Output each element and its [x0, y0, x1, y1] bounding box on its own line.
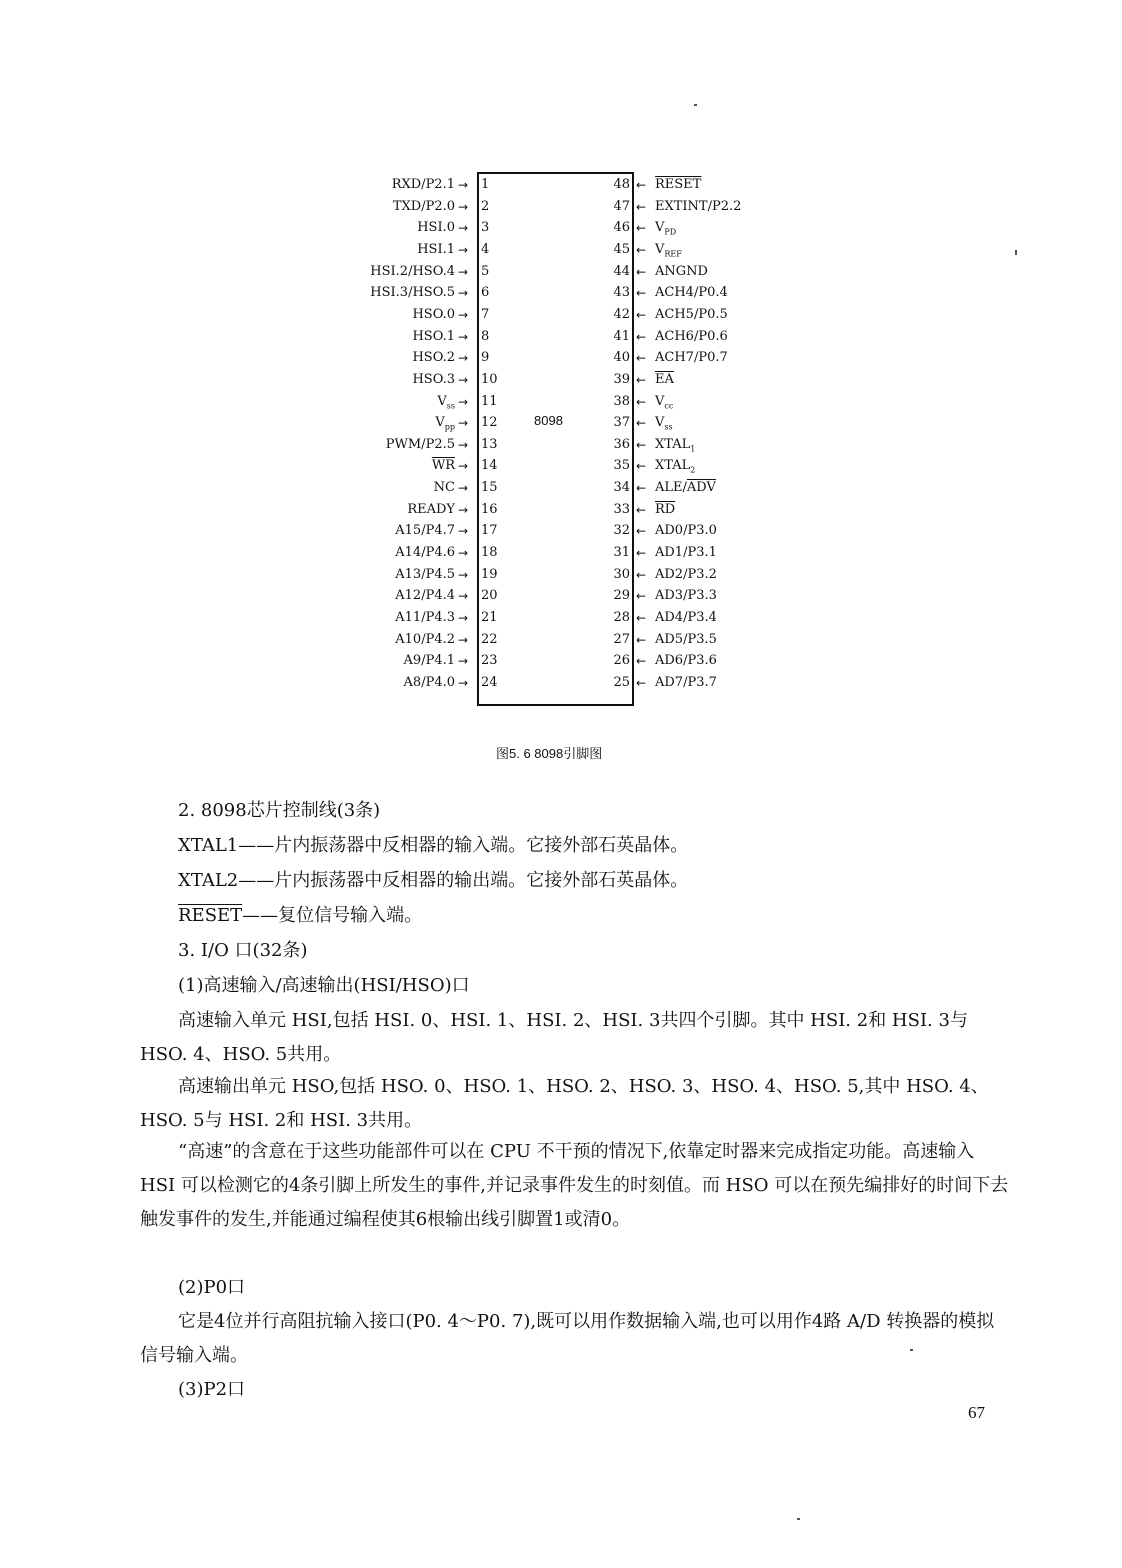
pin-number: 10 — [481, 371, 498, 387]
pin-arrow-icon: ← — [636, 178, 647, 192]
pin-number: 25 — [613, 674, 630, 690]
pin-number: 40 — [613, 350, 630, 366]
pin-number: 47 — [613, 198, 630, 214]
pin-arrow-icon: ← — [636, 632, 647, 647]
pin-number: 19 — [481, 566, 498, 582]
pin-number: 3 — [481, 220, 490, 236]
pin-arrow-icon: → — [458, 286, 469, 301]
pin-label: AD3/P3.3 — [655, 588, 717, 604]
pin-number: 27 — [613, 631, 630, 647]
paragraph: 高速输出单元 HSO,包括 HSO. 0、HSO. 1、HSO. 2、HSO. 3、HSO. 4、HSO. 5,其中 HSO. 4、HSO. 5与 HSI. 2和 HSI. 3共用。 — [140, 1076, 989, 1131]
pin-arrow-icon: ← — [636, 502, 647, 517]
pin-number: 2 — [481, 198, 490, 214]
page-number: 67 — [968, 1403, 985, 1422]
pin-label: A15/P4.7 — [395, 523, 455, 539]
pin-number: 20 — [481, 588, 498, 604]
pin-arrow-icon: → — [458, 459, 469, 474]
pin-number: 35 — [613, 458, 630, 474]
section-heading: 2. 8098芯片控制线(3条) — [178, 800, 381, 821]
pin-arrow-icon: → — [458, 481, 469, 496]
pin-number: 45 — [613, 241, 630, 257]
pin-arrow-icon: → — [458, 178, 469, 192]
pin-label: RXD/P2.1 — [391, 177, 455, 192]
pin-arrow-icon: ← — [636, 654, 647, 669]
pin-arrow-icon: → — [458, 221, 469, 236]
pin-label: HSI.0 — [417, 220, 455, 236]
paragraph: “高速”的含意在于这些功能部件可以在 CPU 不干预的情况下,依靠定时器来完成指定功能。高速输入 HSI 可以检测它的4条引脚上所发生的事件,并记录事件发生的时刻值。而 HSO 可以在预先编排好的时间下去触发事件的发生,并能通过编程使其6根输出线引脚置1或清0。 — [140, 1141, 1009, 1230]
paragraph: 高速输入单元 HSI,包括 HSI. 0、HSI. 1、HSI. 2、HSI. 3共四个引脚。其中 HSI. 2和 HSI. 3与 HSO. 4、HSO. 5共用。 — [140, 1010, 968, 1065]
pin-arrow-icon: ← — [636, 307, 647, 322]
paragraph: 它是4位并行高阻抗输入接口(P0. 4～P0. 7),既可以用作数据输入端,也可以用作4路 A/D 转换器的模拟信号输入端。 — [140, 1311, 995, 1366]
pin-arrow-icon: → — [458, 394, 469, 409]
paragraph: RESET——复位信号输入端。 — [178, 905, 423, 926]
pin-number: 31 — [613, 545, 630, 561]
pin-label: A11/P4.3 — [395, 610, 455, 625]
pin-label: HSI.1 — [417, 241, 455, 257]
pin-arrow-icon: ← — [636, 481, 647, 496]
pin-label: NC — [433, 480, 455, 496]
pin-label: $V_{PD}$ — [655, 220, 677, 237]
subsection-heading: (3)P2口 — [178, 1379, 246, 1400]
subsection-heading: (1)高速输入/高速输出(HSI/HSO)口 — [178, 975, 470, 996]
pin-label: A10/P4.2 — [395, 631, 455, 647]
pin-label: A8/P4.0 — [403, 674, 455, 690]
pin-number: 32 — [613, 523, 630, 539]
pin-number: 21 — [481, 610, 498, 625]
pin-label: $XTAL_2$ — [655, 458, 696, 476]
pin-arrow-icon: → — [458, 329, 469, 344]
chip-name: 8098 — [534, 413, 563, 428]
pin-number: 24 — [481, 674, 498, 690]
pin-label: ALE/$\overline{ADV}$ — [655, 480, 716, 496]
pin-arrow-icon: ← — [636, 611, 647, 625]
pin-label: AD7/P3.7 — [655, 674, 717, 690]
pin-number: 23 — [481, 653, 498, 669]
pin-arrow-icon: ← — [636, 546, 647, 561]
pin-label: $\overline{WR}$ — [431, 458, 455, 474]
pin-arrow-icon: ← — [636, 264, 647, 279]
pin-number: 33 — [613, 501, 630, 517]
pin-label: A13/P4.5 — [395, 566, 455, 582]
pin-label: A12/P4.4 — [395, 588, 455, 604]
pin-label: HSI.2/HSO.4 — [370, 263, 455, 279]
pin-label: ACH6/P0.6 — [655, 328, 728, 344]
pin-arrow-icon: ← — [636, 567, 647, 582]
pin-number: 28 — [613, 610, 630, 625]
pin-arrow-icon: ← — [636, 589, 647, 604]
pin-label: TXD/P2.0 — [392, 198, 455, 214]
pin-number: 16 — [481, 501, 498, 517]
figure-caption: 图5. 6 8098引脚图 — [496, 746, 603, 761]
pin-arrow-icon: → — [458, 502, 469, 517]
pin-arrow-icon: ← — [636, 286, 647, 301]
pin-number: 43 — [613, 285, 630, 301]
pin-arrow-icon: ← — [636, 437, 647, 452]
pin-label: RESET — [655, 177, 702, 192]
pin-label: $V_{REF}$ — [655, 241, 682, 259]
pin-arrow-icon: → — [458, 416, 469, 431]
pin-label: A9/P4.1 — [403, 653, 455, 669]
pin-label: ANGND — [655, 263, 708, 279]
paragraph: XTAL2——片内振荡器中反相器的输出端。它接外部石英晶体。 — [178, 870, 689, 891]
pin-number: 18 — [481, 545, 498, 561]
pin-arrow-icon: ← — [636, 459, 647, 474]
pin-arrow-icon: → — [458, 351, 469, 366]
pin-label: AD4/P3.4 — [655, 610, 717, 625]
pin-label: ACH4/P0.4 — [655, 285, 728, 301]
pin-arrow-icon: ← — [636, 416, 647, 431]
pin-arrow-icon: → — [458, 632, 469, 647]
pin-arrow-icon: → — [458, 264, 469, 279]
pin-label: ACH7/P0.7 — [655, 350, 728, 366]
pin-number: 13 — [481, 436, 498, 452]
pin-arrow-icon: → — [458, 307, 469, 322]
pin-arrow-icon: → — [458, 654, 469, 669]
pin-number: 44 — [613, 263, 630, 279]
pin-number: 14 — [481, 458, 498, 474]
pin-arrow-icon: ← — [636, 675, 647, 690]
pin-label: HSO.3 — [412, 371, 455, 387]
pin-label: HSI.3/HSO.5 — [370, 285, 455, 301]
pin-number: 37 — [613, 415, 630, 431]
pin-label: HSO.2 — [412, 350, 455, 366]
pin-number: 42 — [613, 306, 630, 322]
pin-label: AD0/P3.0 — [655, 523, 717, 539]
pin-arrow-icon: → — [458, 242, 469, 257]
pin-label: EXTINT/P2.2 — [655, 198, 742, 214]
pin-arrow-icon: → — [458, 567, 469, 582]
pin-number: 6 — [481, 285, 490, 301]
pin-number: 29 — [613, 588, 630, 604]
pin-arrow-icon: → — [458, 675, 469, 690]
pin-label: ACH5/P0.5 — [655, 306, 728, 322]
pin-label: $XTAL_1$ — [655, 436, 696, 454]
pin-label: A14/P4.6 — [395, 545, 455, 561]
pin-arrow-icon: → — [458, 437, 469, 452]
pin-label: $V_{cc}$ — [655, 393, 674, 411]
pin-label: $V_{pp}$ — [435, 415, 455, 432]
pin-arrow-icon: → — [458, 372, 469, 387]
pin-arrow-icon: ← — [636, 242, 647, 257]
scan-speck — [1015, 250, 1017, 255]
paragraph: XTAL1——片内振荡器中反相器的输入端。它接外部石英晶体。 — [178, 835, 689, 856]
pin-label: HSO.1 — [412, 328, 455, 344]
pin-number: 8 — [481, 328, 490, 344]
pin-arrow-icon: ← — [636, 329, 647, 344]
pin-number: 36 — [613, 436, 630, 452]
pin-arrow-icon: ← — [636, 372, 647, 387]
pin-number: 41 — [613, 328, 630, 344]
pin-arrow-icon: → — [458, 589, 469, 604]
pin-label: AD5/P3.5 — [655, 631, 717, 647]
pin-arrow-icon: ← — [636, 221, 647, 236]
section-heading: 3. I/O 口(32条) — [178, 940, 308, 961]
scan-speck — [797, 1518, 800, 1520]
pin-number: 34 — [613, 480, 630, 496]
pin-label: HSO.0 — [412, 306, 455, 322]
pin-label: AD2/P3.2 — [655, 566, 717, 582]
pin-number: 1 — [481, 177, 490, 192]
pin-label: $\overline{RD}$ — [655, 501, 676, 517]
pin-number: 15 — [481, 480, 498, 496]
pin-number: 12 — [481, 415, 498, 431]
pin-label: PWM/P2.5 — [385, 436, 455, 452]
pin-arrow-icon: ← — [636, 351, 647, 366]
pin-number: 30 — [613, 566, 630, 582]
pin-number: 7 — [481, 306, 490, 322]
pin-number: 48 — [613, 177, 630, 192]
pin-arrow-icon: ← — [636, 394, 647, 409]
pin-label: $V_{ss}$ — [655, 415, 673, 432]
scan-speck — [694, 104, 697, 106]
pin-number: 26 — [613, 653, 630, 669]
subsection-heading: (2)P0口 — [178, 1277, 246, 1298]
pin-arrow-icon: → — [458, 546, 469, 561]
pin-number: 39 — [613, 371, 630, 387]
pin-label: READY — [407, 501, 455, 517]
pin-label: AD6/P3.6 — [655, 653, 717, 669]
pin-arrow-icon: → — [458, 199, 469, 214]
pin-number: 9 — [481, 350, 490, 366]
pin-arrow-icon: → — [458, 611, 469, 625]
pin-number: 4 — [481, 241, 490, 257]
pin-label: $\overline{EA}$ — [655, 371, 674, 387]
pin-number: 22 — [481, 631, 498, 647]
pin-number: 11 — [481, 393, 498, 409]
pin-number: 17 — [481, 523, 498, 539]
pin-arrow-icon: → — [458, 524, 469, 539]
pin-arrow-icon: ← — [636, 199, 647, 214]
pin-number: 5 — [481, 263, 490, 279]
pin-number: 38 — [613, 393, 630, 409]
pin-label: $V_{ss}$ — [437, 393, 455, 411]
pin-number: 46 — [613, 220, 630, 236]
pin-label: AD1/P3.1 — [655, 545, 717, 561]
pin-arrow-icon: ← — [636, 524, 647, 539]
